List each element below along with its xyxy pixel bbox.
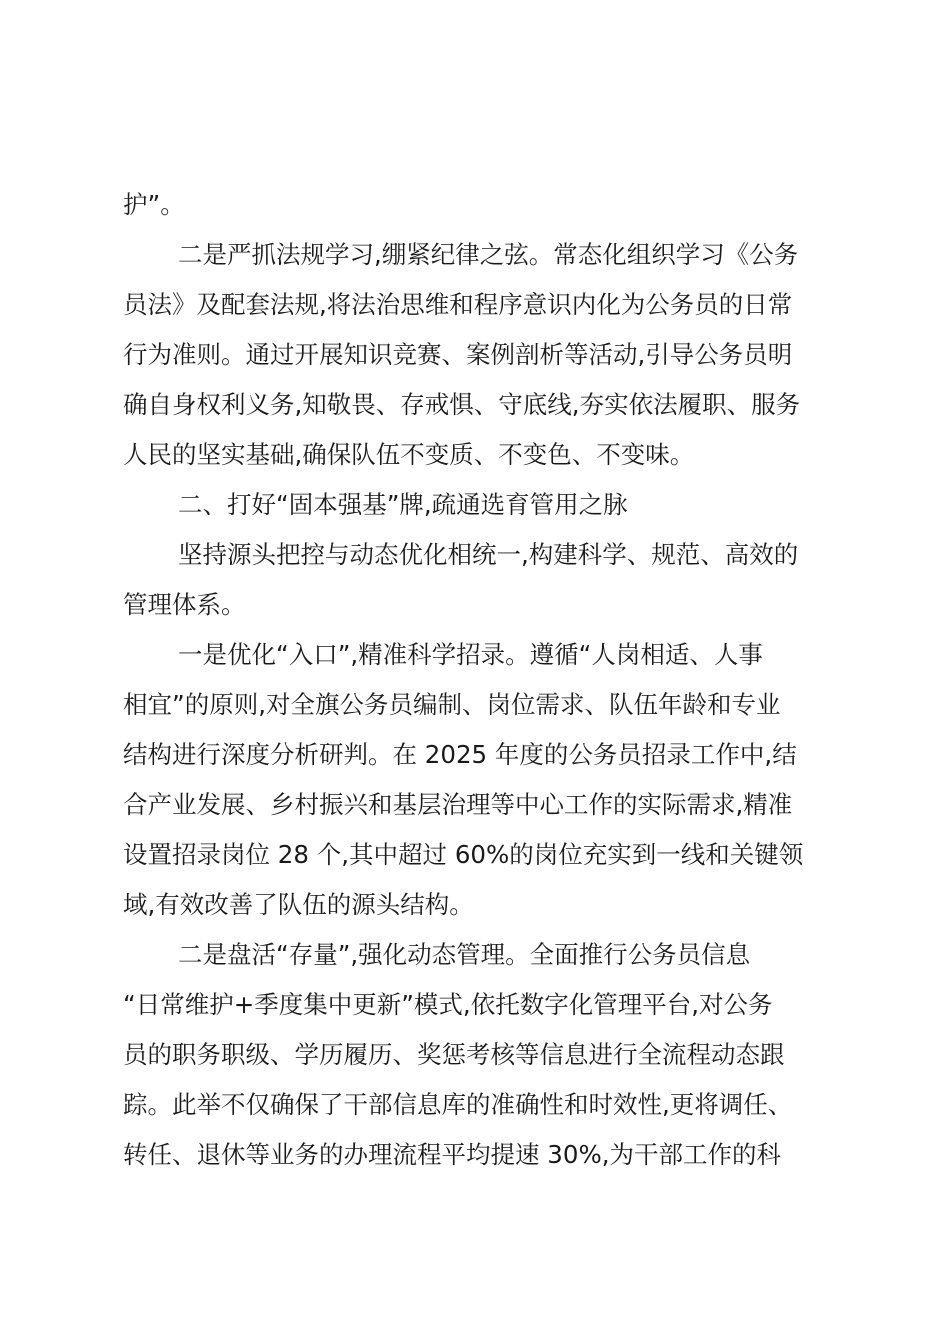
text-line-para-2: 坚持源头把控与动态优化相统一,构建科学、规范、高效的 — [178, 540, 799, 569]
text-line-para-1: 员法》及配套法规,将法治思维和程序意识内化为公务员的日常 — [123, 290, 793, 319]
section-heading: 二、打好“固本强基”牌,疏通选育管用之脉 — [178, 490, 628, 519]
text-line-para-1: 确自身权利义务,知敬畏、存戒惧、守底线,夯实依法履职、服务 — [123, 390, 801, 419]
text-line-para-2: 管理体系。 — [123, 590, 246, 619]
text-line-para-4: 二是盘活“存量”,强化动态管理。全面推行公务员信息 — [178, 940, 751, 969]
text-line-para-3: 域,有效改善了队伍的源头结构。 — [123, 890, 474, 919]
text-line-para-1: 人民的坚实基础,确保队伍不变质、不变色、不变味。 — [123, 440, 695, 469]
text-line-para-3: 一是优化“入口”,精准科学招录。遵循“人岗相适、人事 — [178, 640, 763, 669]
text-line-para-4: 员的职务职级、学历履历、奖惩考核等信息进行全流程动态跟 — [123, 1040, 785, 1069]
text-line-para-1: 二是严抓法规学习,绷紧纪律之弦。常态化组织学习《公务 — [178, 240, 799, 269]
text-line-para-3: 相宜”的原则,对全旗公务员编制、岗位需求、队伍年龄和专业 — [123, 690, 781, 719]
text-line-para-4: 踪。此举不仅确保了干部信息库的准确性和时效性,更将调任、 — [123, 1090, 793, 1119]
text-line-para-3: 结构进行深度分析研判。在 2025 年度的公务员招录工作中,结 — [123, 740, 797, 769]
text-line-para-1: 行为准则。通过开展知识竞赛、案例剖析等活动,引导公务员明 — [123, 340, 793, 369]
text-line-para-4: “日常维护+季度集中更新”模式,依托数字化管理平台,对公务 — [123, 990, 773, 1019]
text-line-para-3: 合产业发展、乡村振兴和基层治理等中心工作的实际需求,精准 — [123, 790, 793, 819]
text-line-para-3: 设置招录岗位 28 个,其中超过 60%的岗位充实到一线和关键领 — [123, 840, 804, 869]
text-line-continuation: 护”。 — [123, 190, 185, 219]
text-line-para-4: 转任、退休等业务的办理流程平均提速 30%,为干部工作的科 — [123, 1140, 782, 1169]
